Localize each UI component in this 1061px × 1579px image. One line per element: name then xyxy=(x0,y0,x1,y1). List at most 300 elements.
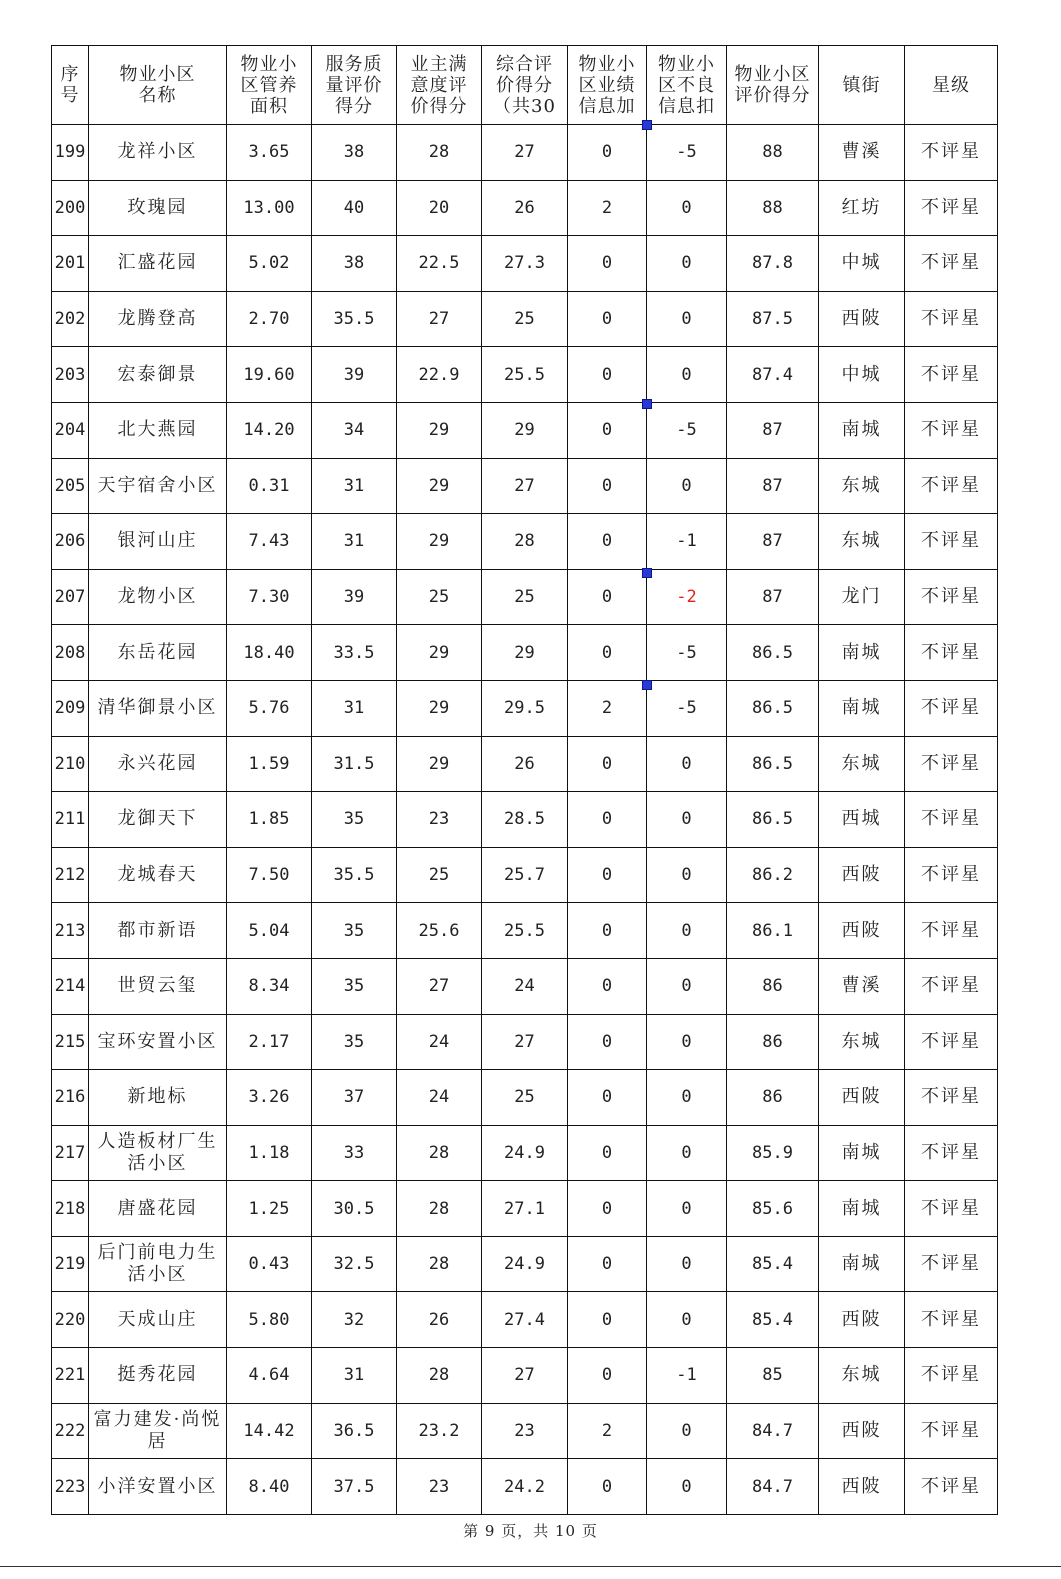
overall-evaluation-score-cell: 26 xyxy=(482,736,568,792)
overall-evaluation-score-cell: 24.2 xyxy=(482,1459,568,1515)
row-number-cell: 220 xyxy=(52,1292,89,1348)
bad-record-deduction-cell: 0 xyxy=(647,847,727,903)
column-header-line: 物业小区 xyxy=(119,64,196,85)
managed-area-cell: 5.02 xyxy=(227,236,312,292)
managed-area-cell: 1.59 xyxy=(227,736,312,792)
overall-evaluation-score-cell: 29 xyxy=(482,625,568,681)
community-name-cell: 清华御景小区 xyxy=(89,680,227,736)
service-quality-score-cell: 38 xyxy=(312,125,397,181)
table-row xyxy=(52,792,998,848)
column-header-line: 星级 xyxy=(932,74,970,96)
column-header-line: 物业小区 xyxy=(734,64,811,85)
row-number-cell: 202 xyxy=(52,291,89,347)
managed-area-cell: 14.20 xyxy=(227,402,312,458)
column-header-line: 服务质 xyxy=(325,53,383,75)
column-header-line: 区不良 xyxy=(658,74,715,96)
managed-area-cell: 3.26 xyxy=(227,1070,312,1126)
table-row xyxy=(52,903,998,959)
service-quality-score-cell: 39 xyxy=(312,569,397,625)
managed-area-cell: 13.00 xyxy=(227,180,312,236)
overall-evaluation-score-cell: 25 xyxy=(482,569,568,625)
column-header-line: 物业小 xyxy=(240,53,298,75)
service-quality-score-cell: 31 xyxy=(312,1348,397,1404)
owner-satisfaction-score-cell: 24 xyxy=(397,1070,482,1126)
row-number-cell: 204 xyxy=(52,402,89,458)
owner-satisfaction-score-cell: 27 xyxy=(397,291,482,347)
column-header-line: 评价得分 xyxy=(734,85,811,106)
town-street-cell: 西陂 xyxy=(819,1403,905,1459)
town-street-cell: 南城 xyxy=(819,1236,905,1292)
service-quality-score-cell: 33 xyxy=(312,1125,397,1181)
performance-bonus-cell: 0 xyxy=(568,125,647,181)
performance-bonus-cell: 0 xyxy=(568,1348,647,1404)
owner-satisfaction-score-cell: 24 xyxy=(397,1014,482,1070)
performance-bonus-cell: 0 xyxy=(568,1070,647,1126)
bad-record-deduction-cell: 0 xyxy=(647,1403,727,1459)
bad-record-deduction-cell: 0 xyxy=(647,1292,727,1348)
town-street-cell: 南城 xyxy=(819,1181,905,1237)
managed-area-cell: 8.34 xyxy=(227,958,312,1014)
community-name-cell: 汇盛花园 xyxy=(89,236,227,292)
performance-bonus-cell: 0 xyxy=(568,736,647,792)
town-street-cell: 西陂 xyxy=(819,1459,905,1515)
star-level-cell: 不评星 xyxy=(905,347,998,403)
column-header-line: 得分 xyxy=(335,95,373,117)
performance-bonus-cell: 2 xyxy=(568,680,647,736)
town-street-cell: 东城 xyxy=(819,514,905,570)
table-row xyxy=(52,180,998,236)
final-score-cell: 85.6 xyxy=(727,1181,819,1237)
performance-bonus-cell: 0 xyxy=(568,514,647,570)
bad-record-deduction-cell: 0 xyxy=(647,291,727,347)
column-header xyxy=(52,46,89,125)
performance-bonus-cell: 0 xyxy=(568,903,647,959)
table-row xyxy=(52,1236,998,1292)
final-score-cell: 87 xyxy=(727,458,819,514)
managed-area-cell: 7.30 xyxy=(227,569,312,625)
community-rating-table xyxy=(51,45,998,1515)
star-level-cell: 不评星 xyxy=(905,903,998,959)
table-row xyxy=(52,1014,998,1070)
service-quality-score-cell: 35.5 xyxy=(312,847,397,903)
row-number-cell: 208 xyxy=(52,625,89,681)
community-name-cell: 宏泰御景 xyxy=(89,347,227,403)
final-score-cell: 87 xyxy=(727,569,819,625)
managed-area-cell: 1.18 xyxy=(227,1125,312,1181)
star-level-cell: 不评星 xyxy=(905,1292,998,1348)
bad-record-deduction-cell: -5 xyxy=(647,402,727,458)
community-name-cell: 天成山庄 xyxy=(89,1292,227,1348)
row-number-cell: 201 xyxy=(52,236,89,292)
bad-record-deduction-cell: -5 xyxy=(647,125,727,181)
column-header xyxy=(647,46,727,125)
performance-bonus-cell: 0 xyxy=(568,291,647,347)
owner-satisfaction-score-cell: 29 xyxy=(397,458,482,514)
service-quality-score-cell: 33.5 xyxy=(312,625,397,681)
table-row xyxy=(52,1181,998,1237)
star-level-cell: 不评星 xyxy=(905,958,998,1014)
performance-bonus-cell: 0 xyxy=(568,958,647,1014)
bad-record-deduction-cell: 0 xyxy=(647,903,727,959)
owner-satisfaction-score-cell: 22.9 xyxy=(397,347,482,403)
column-header-line: 价得分 xyxy=(410,95,468,117)
performance-bonus-cell: 0 xyxy=(568,569,647,625)
overall-evaluation-score-cell: 26 xyxy=(482,180,568,236)
owner-satisfaction-score-cell: 29 xyxy=(397,625,482,681)
performance-bonus-cell: 0 xyxy=(568,1014,647,1070)
column-resize-handle[interactable] xyxy=(642,399,652,409)
managed-area-cell: 0.31 xyxy=(227,458,312,514)
row-number-cell: 200 xyxy=(52,180,89,236)
final-score-cell: 86 xyxy=(727,1014,819,1070)
overall-evaluation-score-cell: 27.3 xyxy=(482,236,568,292)
overall-evaluation-score-cell: 27 xyxy=(482,125,568,181)
row-number-cell: 218 xyxy=(52,1181,89,1237)
town-street-cell: 西陂 xyxy=(819,1292,905,1348)
star-level-cell: 不评星 xyxy=(905,625,998,681)
page-bottom-rule xyxy=(0,1566,1061,1567)
overall-evaluation-score-cell: 27.4 xyxy=(482,1292,568,1348)
community-name-cell: 人造板材厂生活小区 xyxy=(89,1125,227,1181)
star-level-cell: 不评星 xyxy=(905,1014,998,1070)
service-quality-score-cell: 35 xyxy=(312,958,397,1014)
performance-bonus-cell: 0 xyxy=(568,347,647,403)
final-score-cell: 88 xyxy=(727,180,819,236)
community-name-cell: 都市新语 xyxy=(89,903,227,959)
ranking-sheet xyxy=(51,45,997,1515)
star-level-cell: 不评星 xyxy=(905,736,998,792)
bad-record-deduction-cell: -2 xyxy=(647,569,727,625)
community-name-cell: 龙物小区 xyxy=(89,569,227,625)
table-row xyxy=(52,1348,998,1404)
bad-record-deduction-cell: 0 xyxy=(647,180,727,236)
service-quality-score-cell: 37 xyxy=(312,1070,397,1126)
managed-area-cell: 18.40 xyxy=(227,625,312,681)
owner-satisfaction-score-cell: 29 xyxy=(397,402,482,458)
bad-record-deduction-cell: 0 xyxy=(647,736,727,792)
final-score-cell: 87 xyxy=(727,514,819,570)
row-number-cell: 223 xyxy=(52,1459,89,1515)
row-number-cell: 214 xyxy=(52,958,89,1014)
column-header-line: 镇街 xyxy=(842,74,881,96)
overall-evaluation-score-cell: 25 xyxy=(482,291,568,347)
final-score-cell: 86.1 xyxy=(727,903,819,959)
column-header-line: 区业绩 xyxy=(578,74,636,96)
town-street-cell: 中城 xyxy=(819,347,905,403)
service-quality-score-cell: 31 xyxy=(312,458,397,514)
owner-satisfaction-score-cell: 23 xyxy=(397,792,482,848)
community-name-cell: 唐盛花园 xyxy=(89,1181,227,1237)
star-level-cell: 不评星 xyxy=(905,1236,998,1292)
bad-record-deduction-cell: 0 xyxy=(647,347,727,403)
column-header xyxy=(727,46,819,125)
table-row xyxy=(52,625,998,681)
community-name-cell: 东岳花园 xyxy=(89,625,227,681)
community-name-cell: 北大燕园 xyxy=(89,402,227,458)
owner-satisfaction-score-cell: 23.2 xyxy=(397,1403,482,1459)
town-street-cell: 南城 xyxy=(819,402,905,458)
community-name-cell: 小洋安置小区 xyxy=(89,1459,227,1515)
column-header xyxy=(89,46,227,125)
star-level-cell: 不评星 xyxy=(905,792,998,848)
star-level-cell: 不评星 xyxy=(905,291,998,347)
performance-bonus-cell: 0 xyxy=(568,458,647,514)
star-level-cell: 不评星 xyxy=(905,1125,998,1181)
star-level-cell: 不评星 xyxy=(905,569,998,625)
performance-bonus-cell: 0 xyxy=(568,402,647,458)
bad-record-deduction-cell: 0 xyxy=(647,458,727,514)
town-street-cell: 南城 xyxy=(819,680,905,736)
town-street-cell: 红坊 xyxy=(819,180,905,236)
managed-area-cell: 7.50 xyxy=(227,847,312,903)
final-score-cell: 87.4 xyxy=(727,347,819,403)
community-name-cell: 龙祥小区 xyxy=(89,125,227,181)
table-row xyxy=(52,1459,998,1515)
star-level-cell: 不评星 xyxy=(905,1348,998,1404)
row-number-cell: 203 xyxy=(52,347,89,403)
service-quality-score-cell: 35.5 xyxy=(312,291,397,347)
column-header xyxy=(482,46,568,125)
table-row xyxy=(52,347,998,403)
bad-record-deduction-cell: 0 xyxy=(647,1459,727,1515)
service-quality-score-cell: 31.5 xyxy=(312,736,397,792)
town-street-cell: 西陂 xyxy=(819,847,905,903)
column-header-line: 业主满 xyxy=(410,53,468,75)
service-quality-score-cell: 40 xyxy=(312,180,397,236)
service-quality-score-cell: 35 xyxy=(312,1014,397,1070)
service-quality-score-cell: 38 xyxy=(312,236,397,292)
table-row xyxy=(52,569,998,625)
star-level-cell: 不评星 xyxy=(905,402,998,458)
column-header-line: 物业小 xyxy=(578,53,636,75)
row-number-cell: 222 xyxy=(52,1403,89,1459)
community-name-cell: 天宇宿舍小区 xyxy=(89,458,227,514)
final-score-cell: 85.9 xyxy=(727,1125,819,1181)
overall-evaluation-score-cell: 24 xyxy=(482,958,568,1014)
overall-evaluation-score-cell: 29 xyxy=(482,402,568,458)
service-quality-score-cell: 32.5 xyxy=(312,1236,397,1292)
column-resize-handle[interactable] xyxy=(642,680,652,690)
town-street-cell: 西城 xyxy=(819,792,905,848)
service-quality-score-cell: 35 xyxy=(312,792,397,848)
owner-satisfaction-score-cell: 29 xyxy=(397,514,482,570)
overall-evaluation-score-cell: 24.9 xyxy=(482,1125,568,1181)
final-score-cell: 87.5 xyxy=(727,291,819,347)
column-header-line: 号 xyxy=(60,85,80,106)
owner-satisfaction-score-cell: 29 xyxy=(397,736,482,792)
owner-satisfaction-score-cell: 28 xyxy=(397,125,482,181)
performance-bonus-cell: 2 xyxy=(568,180,647,236)
overall-evaluation-score-cell: 23 xyxy=(482,1403,568,1459)
column-header xyxy=(312,46,397,125)
table-row xyxy=(52,291,998,347)
service-quality-score-cell: 39 xyxy=(312,347,397,403)
managed-area-cell: 4.64 xyxy=(227,1348,312,1404)
table-row xyxy=(52,1292,998,1348)
overall-evaluation-score-cell: 29.5 xyxy=(482,680,568,736)
column-header-line: 量评价 xyxy=(325,74,383,96)
owner-satisfaction-score-cell: 26 xyxy=(397,1292,482,1348)
performance-bonus-cell: 0 xyxy=(568,625,647,681)
community-name-cell: 银河山庄 xyxy=(89,514,227,570)
owner-satisfaction-score-cell: 28 xyxy=(397,1181,482,1237)
bad-record-deduction-cell: 0 xyxy=(647,1014,727,1070)
overall-evaluation-score-cell: 27 xyxy=(482,1348,568,1404)
final-score-cell: 86.5 xyxy=(727,736,819,792)
performance-bonus-cell: 0 xyxy=(568,1236,647,1292)
table-row xyxy=(52,1070,998,1126)
overall-evaluation-score-cell: 27 xyxy=(482,1014,568,1070)
row-number-cell: 205 xyxy=(52,458,89,514)
row-number-cell: 215 xyxy=(52,1014,89,1070)
table-row xyxy=(52,402,998,458)
final-score-cell: 84.7 xyxy=(727,1459,819,1515)
owner-satisfaction-score-cell: 28 xyxy=(397,1236,482,1292)
row-number-cell: 219 xyxy=(52,1236,89,1292)
table-row xyxy=(52,736,998,792)
bad-record-deduction-cell: 0 xyxy=(647,1236,727,1292)
community-name-cell: 世贸云玺 xyxy=(89,958,227,1014)
performance-bonus-cell: 0 xyxy=(568,1125,647,1181)
community-name-cell: 龙城春天 xyxy=(89,847,227,903)
star-level-cell: 不评星 xyxy=(905,1403,998,1459)
bad-record-deduction-cell: -5 xyxy=(647,625,727,681)
star-level-cell: 不评星 xyxy=(905,236,998,292)
performance-bonus-cell: 0 xyxy=(568,1181,647,1237)
service-quality-score-cell: 37.5 xyxy=(312,1459,397,1515)
community-name-cell: 龙腾登高 xyxy=(89,291,227,347)
column-header-line: 区管养 xyxy=(240,74,298,96)
owner-satisfaction-score-cell: 23 xyxy=(397,1459,482,1515)
performance-bonus-cell: 0 xyxy=(568,236,647,292)
final-score-cell: 86.5 xyxy=(727,625,819,681)
column-resize-handle[interactable] xyxy=(642,120,652,130)
overall-evaluation-score-cell: 27 xyxy=(482,458,568,514)
community-name-cell: 龙御天下 xyxy=(89,792,227,848)
bad-record-deduction-cell: -1 xyxy=(647,514,727,570)
row-number-cell: 221 xyxy=(52,1348,89,1404)
table-header xyxy=(52,46,998,125)
star-level-cell: 不评星 xyxy=(905,1181,998,1237)
bad-record-deduction-cell: 0 xyxy=(647,236,727,292)
row-number-cell: 217 xyxy=(52,1125,89,1181)
column-header-line: 综合评 xyxy=(496,53,553,75)
owner-satisfaction-score-cell: 22.5 xyxy=(397,236,482,292)
owner-satisfaction-score-cell: 25 xyxy=(397,569,482,625)
final-score-cell: 84.7 xyxy=(727,1403,819,1459)
managed-area-cell: 1.85 xyxy=(227,792,312,848)
town-street-cell: 南城 xyxy=(819,1125,905,1181)
community-name-cell: 富力建发·尚悦居 xyxy=(89,1403,227,1459)
bad-record-deduction-cell: 0 xyxy=(647,1181,727,1237)
column-header-line: 信息加 xyxy=(578,95,636,117)
town-street-cell: 曹溪 xyxy=(819,958,905,1014)
header-row xyxy=(52,46,998,125)
table-row xyxy=(52,514,998,570)
town-street-cell: 中城 xyxy=(819,236,905,292)
owner-satisfaction-score-cell: 29 xyxy=(397,680,482,736)
bad-record-deduction-cell: 0 xyxy=(647,958,727,1014)
performance-bonus-cell: 0 xyxy=(568,792,647,848)
column-header-line: 物业小 xyxy=(658,53,715,75)
overall-evaluation-score-cell: 25.5 xyxy=(482,903,568,959)
service-quality-score-cell: 31 xyxy=(312,680,397,736)
community-name-cell: 永兴花园 xyxy=(89,736,227,792)
bad-record-deduction-cell: 0 xyxy=(647,1070,727,1126)
overall-evaluation-score-cell: 28.5 xyxy=(482,792,568,848)
row-number-cell: 199 xyxy=(52,125,89,181)
managed-area-cell: 2.70 xyxy=(227,291,312,347)
overall-evaluation-score-cell: 25.7 xyxy=(482,847,568,903)
final-score-cell: 87 xyxy=(727,402,819,458)
owner-satisfaction-score-cell: 25 xyxy=(397,847,482,903)
managed-area-cell: 5.76 xyxy=(227,680,312,736)
column-header xyxy=(905,46,998,125)
final-score-cell: 86.5 xyxy=(727,680,819,736)
row-number-cell: 211 xyxy=(52,792,89,848)
town-street-cell: 东城 xyxy=(819,1014,905,1070)
bad-record-deduction-cell: 0 xyxy=(647,792,727,848)
community-name-cell: 新地标 xyxy=(89,1070,227,1126)
final-score-cell: 86 xyxy=(727,958,819,1014)
star-level-cell: 不评星 xyxy=(905,847,998,903)
column-header xyxy=(397,46,482,125)
town-street-cell: 南城 xyxy=(819,625,905,681)
bad-record-deduction-cell: 0 xyxy=(647,1125,727,1181)
column-header-line: 信息扣 xyxy=(658,95,715,117)
final-score-cell: 88 xyxy=(727,125,819,181)
performance-bonus-cell: 0 xyxy=(568,847,647,903)
town-street-cell: 西陂 xyxy=(819,291,905,347)
star-level-cell: 不评星 xyxy=(905,1070,998,1126)
owner-satisfaction-score-cell: 28 xyxy=(397,1348,482,1404)
overall-evaluation-score-cell: 25 xyxy=(482,1070,568,1126)
managed-area-cell: 8.40 xyxy=(227,1459,312,1515)
service-quality-score-cell: 35 xyxy=(312,903,397,959)
managed-area-cell: 5.04 xyxy=(227,903,312,959)
star-level-cell: 不评星 xyxy=(905,1459,998,1515)
star-level-cell: 不评星 xyxy=(905,680,998,736)
row-number-cell: 216 xyxy=(52,1070,89,1126)
column-header xyxy=(227,46,312,125)
table-row xyxy=(52,458,998,514)
service-quality-score-cell: 30.5 xyxy=(312,1181,397,1237)
service-quality-score-cell: 34 xyxy=(312,402,397,458)
final-score-cell: 87.8 xyxy=(727,236,819,292)
owner-satisfaction-score-cell: 28 xyxy=(397,1125,482,1181)
owner-satisfaction-score-cell: 25.6 xyxy=(397,903,482,959)
star-level-cell: 不评星 xyxy=(905,458,998,514)
row-number-cell: 212 xyxy=(52,847,89,903)
bad-record-deduction-cell: -5 xyxy=(647,680,727,736)
column-resize-handle[interactable] xyxy=(642,568,652,578)
column-header-line: 面积 xyxy=(250,95,288,117)
column-header-line: 名称 xyxy=(138,85,177,106)
managed-area-cell: 19.60 xyxy=(227,347,312,403)
final-score-cell: 85.4 xyxy=(727,1292,819,1348)
final-score-cell: 86.2 xyxy=(727,847,819,903)
managed-area-cell: 7.43 xyxy=(227,514,312,570)
column-header xyxy=(568,46,647,125)
page-footer: 第 9 页，共 10 页 xyxy=(463,1522,598,1540)
town-street-cell: 东城 xyxy=(819,1348,905,1404)
overall-evaluation-score-cell: 25.5 xyxy=(482,347,568,403)
community-name-cell: 宝环安置小区 xyxy=(89,1014,227,1070)
row-number-cell: 206 xyxy=(52,514,89,570)
performance-bonus-cell: 0 xyxy=(568,1292,647,1348)
table-row xyxy=(52,1403,998,1459)
community-name-cell: 后门前电力生活小区 xyxy=(89,1236,227,1292)
